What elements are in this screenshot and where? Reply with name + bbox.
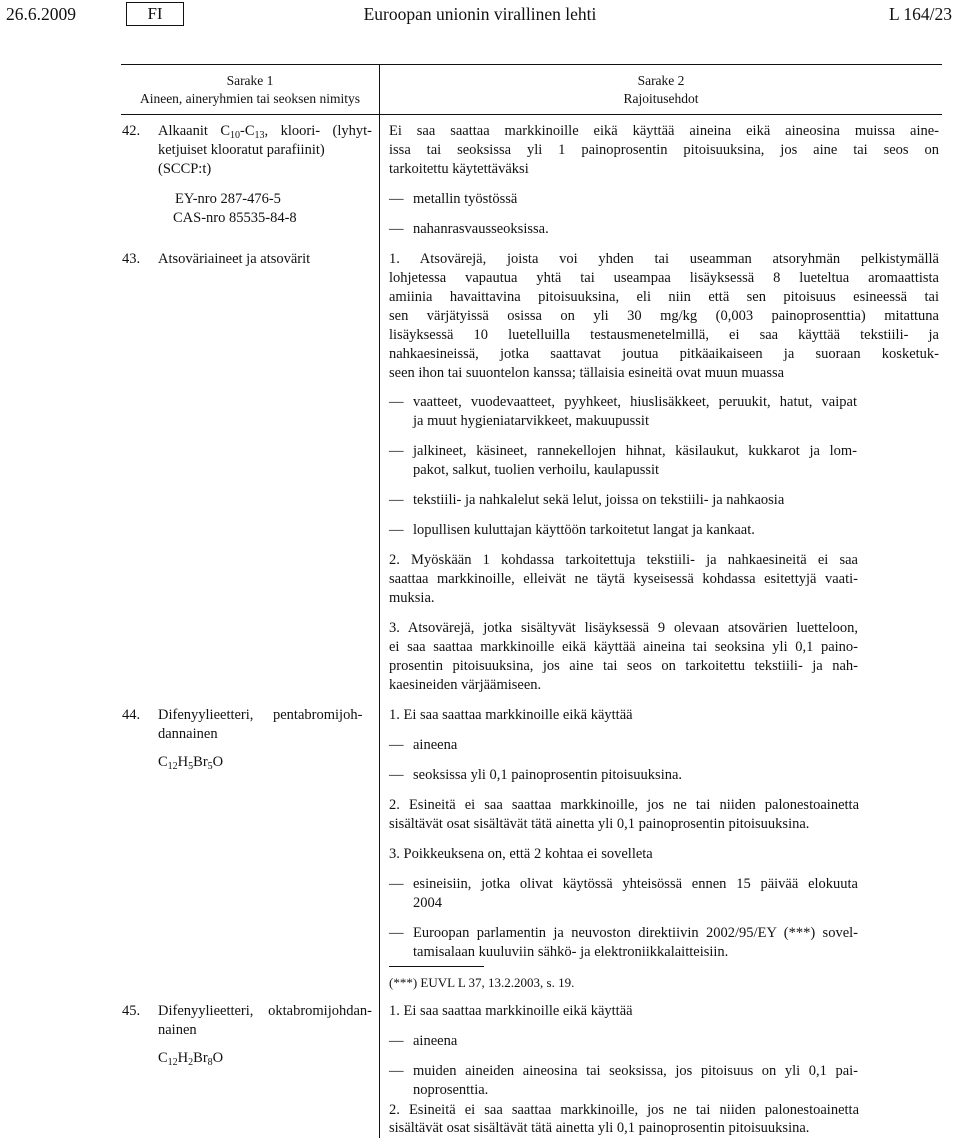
dash-bullet: — xyxy=(389,767,404,783)
restriction-text: 2. Esineitä ei saa saattaa markkinoille, jos ne tai niiden palonestoainetta xyxy=(389,1102,859,1118)
restriction-text: sisältävät osat sisältävät tätä ainetta yli 0,1 painoprosentin pitoisuuksina. xyxy=(389,816,810,832)
restriction-text: Ei saa saattaa markkinoille eikä käyttää aineina eikä aineosina muissa aine- xyxy=(389,123,939,139)
restriction-text: lisäyksessä 10 luetelluilla testausmenetelmillä, ei saa käyttää tekstiili- ja xyxy=(389,327,939,343)
chemical-formula: $C_{12}H_5Br_5O$ xyxy=(158,754,224,772)
dash-item: seoksissa yli 0,1 painoprosentin pitoisuuksina. xyxy=(413,767,683,783)
language-code: FI xyxy=(126,2,184,26)
restriction-text: issa tai seoksissa yli 1 painoprosentin pitoisuuksina, jos aine tai seos on xyxy=(389,142,939,158)
dash-item: nahanrasvausseoksissa. xyxy=(413,221,549,237)
dash-item: vaatteet, vuodevaatteet, pyyhkeet, hiuslisäkkeet, peruukit, hatut, vaipat xyxy=(413,394,857,410)
dash-item: lopullisen kuluttajan käyttöön tarkoitetut langat ja kankaat. xyxy=(413,522,755,538)
column-separator xyxy=(379,64,380,1138)
chemical-formula: $C_{12}H_2Br_8O$ xyxy=(158,1050,224,1068)
dash-bullet: — xyxy=(389,1033,404,1049)
restriction-text: 2. Myöskään 1 kohdassa tarkoitettuja tekstiili- ja nahkaesineitä ei saa xyxy=(389,552,858,568)
dash-item: tamisalaan kuuluviin sähkö- ja elektroniikkalaitteisiin. xyxy=(413,944,729,960)
footnote-rule xyxy=(389,966,484,967)
dash-item: ja muut hygieniatarvikkeet, makuupussit xyxy=(413,413,649,429)
dash-item: 2004 xyxy=(413,895,442,911)
dash-bullet: — xyxy=(389,522,404,538)
header-bottom-rule xyxy=(121,114,942,115)
restriction-text: muksia. xyxy=(389,590,435,606)
dash-item: esineisiin, jotka olivat käytössä yhteisössä ennen 15 päivää elokuuta xyxy=(413,876,858,892)
restriction-text: sen värjätyissä osissa on yli 30 mg/kg (0,003 painoprosenttia) mitattuna xyxy=(389,308,939,324)
dash-item: tekstiili- ja nahkalelut sekä lelut, joissa on tekstiili- ja nahkaosia xyxy=(413,492,785,508)
dash-bullet: — xyxy=(389,221,404,237)
restriction-text: tarkoitettu käytettäväksi xyxy=(389,161,529,177)
restriction-text: saattaa markkinoille, elleivät ne täytä kyseisessä kohdassa esitettyjä vaati- xyxy=(389,571,858,587)
restriction-text: 1. Atsovärejä, joista voi yhden tai useamman atsoryhmän pelkistymällä xyxy=(389,251,939,267)
restriction-text: 2. Esineitä ei saa saattaa markkinoille, jos ne tai niiden palonestoainetta xyxy=(389,797,859,813)
column-1-subtitle: Aineen, aineryhmien tai seoksen nimitys xyxy=(139,91,361,106)
restriction-text: seen ihon tai suuontelon kanssa; tällaisia esineitä ovat muun muassa xyxy=(389,365,785,381)
entry-number: 42. xyxy=(122,123,141,139)
dash-item: muiden aineiden aineosina tai seoksissa, jos pitoisuus on yli 0,1 pai- xyxy=(413,1063,858,1079)
ec-number: EY-nro 287-476-5 xyxy=(175,191,281,207)
restriction-text: prosentin pitoisuuksina, jos aine tai seos on tarkoitettu tekstiili- ja nah- xyxy=(389,658,858,674)
restriction-text: 1. Ei saa saattaa markkinoille eikä käyttää xyxy=(389,707,633,723)
substance-name-line: dannainen xyxy=(158,726,218,742)
restriction-text: 1. Ei saa saattaa markkinoille eikä käyttää xyxy=(389,1003,633,1019)
restriction-text: 3. Atsovärejä, jotka sisältyvät lisäyksessä 9 olevaan atsovärien luetteloon, xyxy=(389,620,858,636)
restriction-text: amiinia havaittavina pitoisuuksina, eli niin että sen pitoisuus esineessä tai xyxy=(389,289,939,305)
dash-bullet: — xyxy=(389,492,404,508)
page-number: L 164/23 xyxy=(888,4,952,24)
page-header xyxy=(0,0,960,30)
restriction-text: nahkaesineissä, jotka saattavat joutua pitkäaikaiseen ja suoraan kosketuk- xyxy=(389,346,939,362)
column-2-title: Sarake 2 xyxy=(637,73,685,88)
journal-title: Euroopan unionin virallinen lehti xyxy=(363,4,597,24)
column-2-subtitle: Rajoitusehdot xyxy=(623,91,699,106)
substance-name-line: Difenyylieetteri, oktabromijohdan- xyxy=(158,1003,372,1019)
cas-number: CAS-nro 85535-84-8 xyxy=(173,210,297,226)
dash-item: Euroopan parlamentin ja neuvoston direktiivin 2002/95/EY (***) sovel- xyxy=(413,925,858,941)
substance-name-line: (SCCP:t) xyxy=(158,161,212,177)
dash-item: jalkineet, käsineet, rannekellojen hihnat, käsilaukut, kukkarot ja lom- xyxy=(413,443,857,459)
dash-item: noprosenttia. xyxy=(413,1082,489,1098)
substance-name-line: ketjuiset klooratut parafiinit) xyxy=(158,142,325,158)
column-2-heading xyxy=(380,72,942,108)
substance-name-line: Difenyylieetteri, xyxy=(158,707,254,723)
column-1-heading xyxy=(121,72,379,108)
substance-name-line: nainen xyxy=(158,1022,197,1038)
substance-name-line: Atsoväriaineet ja atsovärit xyxy=(158,251,311,267)
entry-number: 43. xyxy=(122,251,141,267)
dash-bullet: — xyxy=(389,737,404,753)
column-1-title: Sarake 1 xyxy=(226,73,274,88)
dash-bullet: — xyxy=(389,394,404,410)
dash-bullet: — xyxy=(389,191,404,207)
entry-number: 44. xyxy=(122,707,141,723)
footnote: (***) EUVL L 37, 13.2.2003, s. 19. xyxy=(389,975,575,990)
publication-date: 26.6.2009 xyxy=(6,4,76,24)
dash-bullet: — xyxy=(389,1063,404,1079)
dash-item: aineena xyxy=(413,1033,458,1049)
dash-bullet: — xyxy=(389,443,404,459)
restriction-text: sisältävät osat sisältävät tätä ainetta yli 0,1 painoprosentin pitoisuuksina. xyxy=(389,1120,810,1136)
restriction-text: lohjetessa vapautua yhtä tai useampaa lisäyksessä 8 lueteltua aromaattista xyxy=(389,270,939,286)
table-top-rule xyxy=(121,64,942,65)
substance-name-line: pentabromijoh- xyxy=(273,707,363,723)
substance-name-line: Alkaanit $C_{10}-C_{13}$, kloori- (lyhyt- xyxy=(158,123,373,141)
restriction-text: kaesineiden värjäämiseen. xyxy=(389,677,542,693)
entry-number: 45. xyxy=(122,1003,141,1019)
dash-item: aineena xyxy=(413,737,458,753)
restriction-text: 3. Poikkeuksena on, että 2 kohtaa ei sovelleta xyxy=(389,846,653,862)
dash-item: metallin työstössä xyxy=(413,191,518,207)
dash-bullet: — xyxy=(389,925,404,941)
dash-item: pakot, salkut, tuolien verhoilu, kaulapussit xyxy=(413,462,660,478)
restriction-text: ei saa saattaa markkinoille eikä käyttää aineina tai seoksina yli 0,1 paino- xyxy=(389,639,858,655)
dash-bullet: — xyxy=(389,876,404,892)
